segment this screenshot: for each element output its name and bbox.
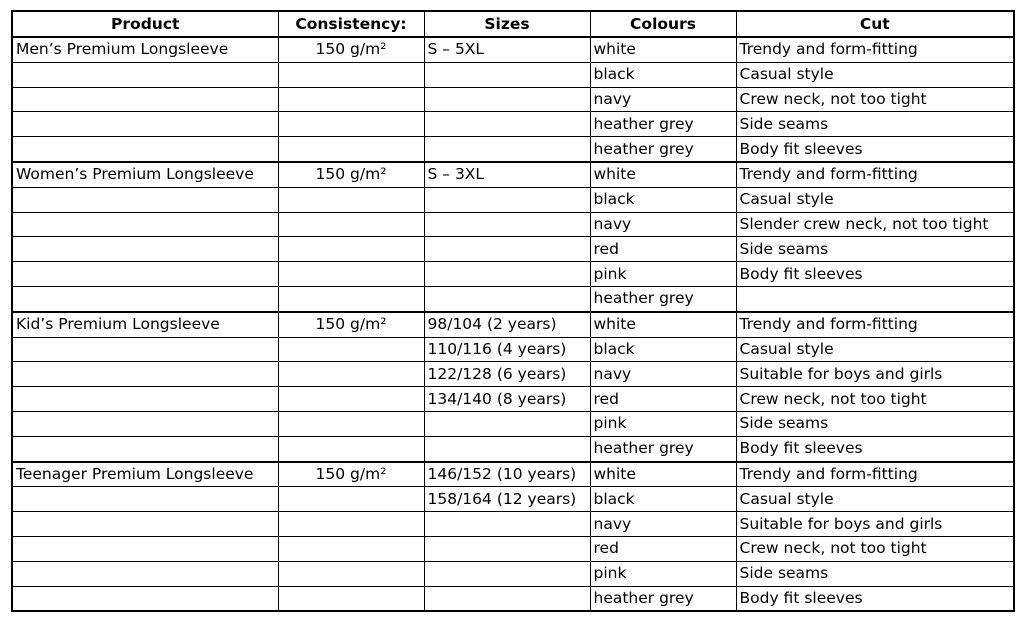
cell-product xyxy=(12,362,278,387)
cell-consistency xyxy=(278,87,424,112)
cell-consistency xyxy=(278,512,424,537)
cell-product: Men’s Premium Longsleeve xyxy=(12,37,278,62)
cell-consistency xyxy=(278,112,424,137)
cell-cut: Trendy and form-fitting xyxy=(736,462,1014,487)
table-row xyxy=(12,312,1014,337)
table-row xyxy=(12,512,1014,537)
cell-cut: Body fit sleeves xyxy=(736,262,1014,287)
table-row xyxy=(12,436,1014,461)
cell-product xyxy=(12,212,278,237)
cell-sizes: 122/128 (6 years) xyxy=(424,362,590,387)
cell-cut: Side seams xyxy=(736,237,1014,262)
cell-consistency xyxy=(278,586,424,611)
cell-product xyxy=(12,62,278,87)
cell-cut: Trendy and form-fitting xyxy=(736,312,1014,337)
cell-colour: black xyxy=(590,187,736,212)
cell-product xyxy=(12,411,278,436)
cell-consistency xyxy=(278,62,424,87)
table-row xyxy=(12,337,1014,362)
header-consistency: Consistency: xyxy=(278,11,424,37)
cell-product: Kid’s Premium Longsleeve xyxy=(12,312,278,337)
cell-sizes xyxy=(424,561,590,586)
cell-colour: white xyxy=(590,312,736,337)
cell-product xyxy=(12,137,278,162)
cell-consistency xyxy=(278,286,424,311)
table-body xyxy=(12,37,1014,611)
cell-product xyxy=(12,387,278,412)
table-row xyxy=(12,112,1014,137)
cell-colour: white xyxy=(590,462,736,487)
cell-cut: Crew neck, not too tight xyxy=(736,87,1014,112)
cell-sizes: 98/104 (2 years) xyxy=(424,312,590,337)
table-header xyxy=(12,11,1014,37)
cell-consistency: 150 g/m² xyxy=(278,162,424,187)
cell-consistency xyxy=(278,561,424,586)
cell-cut: Casual style xyxy=(736,187,1014,212)
cell-product xyxy=(12,512,278,537)
cell-sizes: S – 5XL xyxy=(424,37,590,62)
table-row xyxy=(12,137,1014,162)
cell-cut: Crew neck, not too tight xyxy=(736,387,1014,412)
cell-sizes: 158/164 (12 years) xyxy=(424,487,590,512)
cell-colour: pink xyxy=(590,262,736,287)
header-colours: Colours xyxy=(590,11,736,37)
cell-consistency xyxy=(278,487,424,512)
table-row xyxy=(12,87,1014,112)
product-table xyxy=(11,10,1015,612)
cell-sizes xyxy=(424,237,590,262)
cell-colour: black xyxy=(590,62,736,87)
cell-sizes xyxy=(424,262,590,287)
cell-cut xyxy=(736,286,1014,311)
cell-product xyxy=(12,262,278,287)
cell-product xyxy=(12,436,278,461)
cell-consistency xyxy=(278,137,424,162)
cell-colour: navy xyxy=(590,87,736,112)
cell-sizes xyxy=(424,212,590,237)
cell-cut: Side seams xyxy=(736,561,1014,586)
cell-cut: Body fit sleeves xyxy=(736,137,1014,162)
cell-sizes xyxy=(424,187,590,212)
cell-sizes: 146/152 (10 years) xyxy=(424,462,590,487)
cell-colour: red xyxy=(590,237,736,262)
cell-sizes xyxy=(424,286,590,311)
cell-cut: Casual style xyxy=(736,487,1014,512)
table-row xyxy=(12,586,1014,611)
cell-colour: heather grey xyxy=(590,137,736,162)
cell-colour: red xyxy=(590,536,736,561)
table-row xyxy=(12,237,1014,262)
cell-sizes xyxy=(424,112,590,137)
cell-product xyxy=(12,561,278,586)
cell-colour: black xyxy=(590,337,736,362)
cell-cut: Suitable for boys and girls xyxy=(736,362,1014,387)
cell-product xyxy=(12,286,278,311)
cell-colour: pink xyxy=(590,561,736,586)
cell-cut: Side seams xyxy=(736,411,1014,436)
cell-colour: heather grey xyxy=(590,112,736,137)
table-row xyxy=(12,487,1014,512)
cell-product xyxy=(12,187,278,212)
cell-cut: Casual style xyxy=(736,337,1014,362)
cell-consistency xyxy=(278,212,424,237)
cell-colour: heather grey xyxy=(590,436,736,461)
header-sizes: Sizes xyxy=(424,11,590,37)
cell-cut: Slender crew neck, not too tight xyxy=(736,212,1014,237)
cell-sizes xyxy=(424,62,590,87)
table-row xyxy=(12,387,1014,412)
table-row xyxy=(12,462,1014,487)
cell-consistency xyxy=(278,362,424,387)
cell-consistency xyxy=(278,237,424,262)
cell-colour: navy xyxy=(590,512,736,537)
cell-sizes: 134/140 (8 years) xyxy=(424,387,590,412)
cell-cut: Suitable for boys and girls xyxy=(736,512,1014,537)
header-product: Product xyxy=(12,11,278,37)
cell-colour: navy xyxy=(590,362,736,387)
table-row xyxy=(12,162,1014,187)
cell-product: Women’s Premium Longsleeve xyxy=(12,162,278,187)
cell-consistency xyxy=(278,436,424,461)
cell-cut: Crew neck, not too tight xyxy=(736,536,1014,561)
cell-colour: black xyxy=(590,487,736,512)
cell-product xyxy=(12,536,278,561)
cell-consistency xyxy=(278,387,424,412)
cell-consistency xyxy=(278,411,424,436)
cell-sizes xyxy=(424,586,590,611)
table-row xyxy=(12,37,1014,62)
cell-cut: Side seams xyxy=(736,112,1014,137)
cell-colour: navy xyxy=(590,212,736,237)
cell-colour: white xyxy=(590,162,736,187)
cell-consistency: 150 g/m² xyxy=(278,37,424,62)
cell-cut: Trendy and form-fitting xyxy=(736,37,1014,62)
cell-product xyxy=(12,87,278,112)
cell-sizes xyxy=(424,512,590,537)
cell-consistency xyxy=(278,262,424,287)
cell-consistency xyxy=(278,536,424,561)
table-row xyxy=(12,212,1014,237)
cell-colour: heather grey xyxy=(590,286,736,311)
cell-colour: red xyxy=(590,387,736,412)
table-row xyxy=(12,561,1014,586)
table-row xyxy=(12,262,1014,287)
table-row xyxy=(12,62,1014,87)
cell-sizes xyxy=(424,137,590,162)
product-table-container xyxy=(11,10,1015,612)
cell-product xyxy=(12,487,278,512)
cell-sizes: S – 3XL xyxy=(424,162,590,187)
cell-cut: Casual style xyxy=(736,62,1014,87)
table-row xyxy=(12,286,1014,311)
table-row xyxy=(12,362,1014,387)
cell-cut: Body fit sleeves xyxy=(736,586,1014,611)
cell-sizes xyxy=(424,87,590,112)
table-row xyxy=(12,536,1014,561)
cell-product xyxy=(12,237,278,262)
cell-colour: white xyxy=(590,37,736,62)
cell-colour: heather grey xyxy=(590,586,736,611)
table-row xyxy=(12,187,1014,212)
cell-cut: Trendy and form-fitting xyxy=(736,162,1014,187)
header-cut: Cut xyxy=(736,11,1014,37)
cell-colour: pink xyxy=(590,411,736,436)
cell-consistency: 150 g/m² xyxy=(278,312,424,337)
cell-cut: Body fit sleeves xyxy=(736,436,1014,461)
cell-sizes xyxy=(424,536,590,561)
cell-consistency xyxy=(278,187,424,212)
cell-consistency: 150 g/m² xyxy=(278,462,424,487)
cell-product xyxy=(12,112,278,137)
cell-sizes xyxy=(424,411,590,436)
cell-product xyxy=(12,337,278,362)
cell-sizes: 110/116 (4 years) xyxy=(424,337,590,362)
cell-product xyxy=(12,586,278,611)
header-row xyxy=(12,11,1014,37)
table-row xyxy=(12,411,1014,436)
cell-product: Teenager Premium Longsleeve xyxy=(12,462,278,487)
cell-sizes xyxy=(424,436,590,461)
cell-consistency xyxy=(278,337,424,362)
